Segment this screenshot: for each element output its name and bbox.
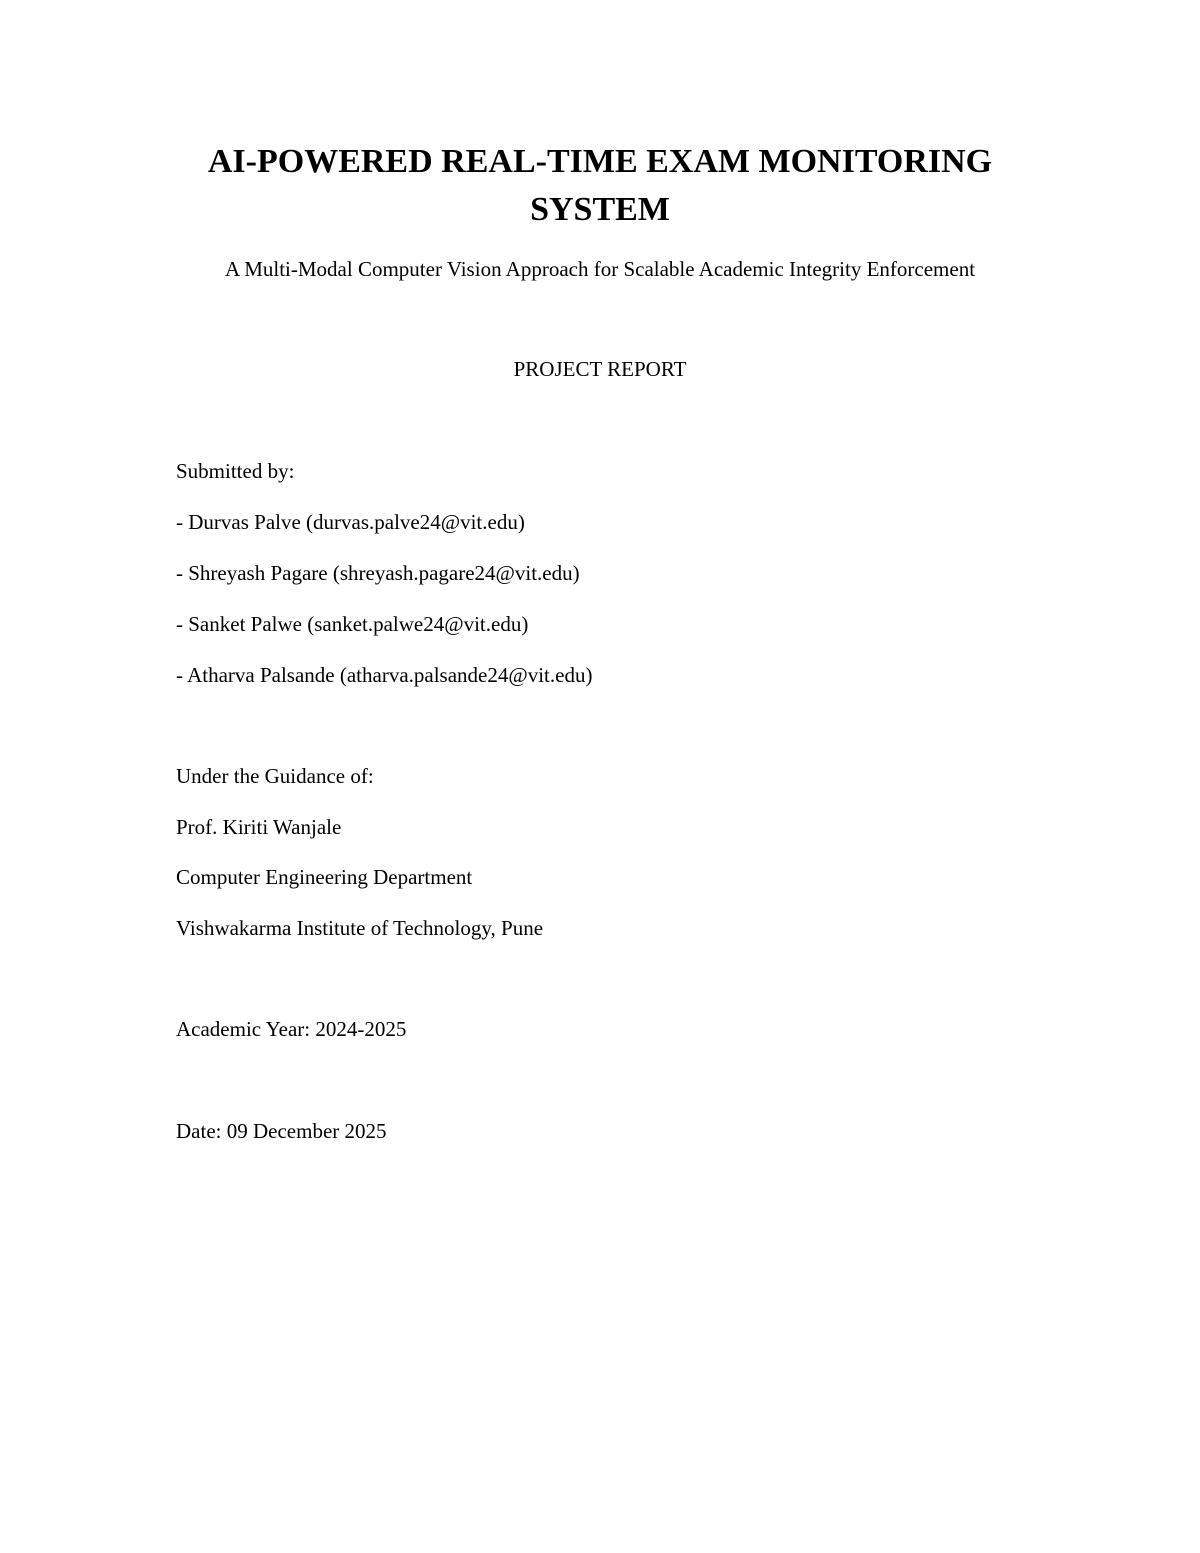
report-title bbox=[150, 138, 1050, 234]
guide-name: Prof. Kiriti Wanjale bbox=[176, 815, 342, 839]
report-type-label: PROJECT REPORT bbox=[513, 357, 687, 381]
report-title-line-2: SYSTEM bbox=[530, 191, 670, 228]
academic-year: Academic Year: 2024-2025 bbox=[176, 1017, 407, 1041]
guidance-label: Under the Guidance of: bbox=[176, 764, 374, 788]
report-title-line-1: AI-POWERED REAL-TIME EXAM MONITORING bbox=[207, 143, 993, 180]
author-item: - Shreyash Pagare (shreyash.pagare24@vit.edu) bbox=[176, 561, 580, 585]
report-subtitle: A Multi-Modal Computer Vision Approach for Scalable Academic Integrity Enforcement bbox=[224, 257, 976, 281]
author-item: - Atharva Palsande (atharva.palsande24@vit.edu) bbox=[176, 663, 593, 687]
submitted-by-label: Submitted by: bbox=[176, 459, 295, 483]
author-item: - Durvas Palve (durvas.palve24@vit.edu) bbox=[176, 510, 525, 534]
author-item: - Sanket Palwe (sanket.palwe24@vit.edu) bbox=[176, 612, 529, 636]
institute-name: Vishwakarma Institute of Technology, Pune bbox=[176, 916, 544, 940]
report-date: Date: 09 December 2025 bbox=[176, 1119, 387, 1143]
department-name: Computer Engineering Department bbox=[176, 865, 473, 889]
